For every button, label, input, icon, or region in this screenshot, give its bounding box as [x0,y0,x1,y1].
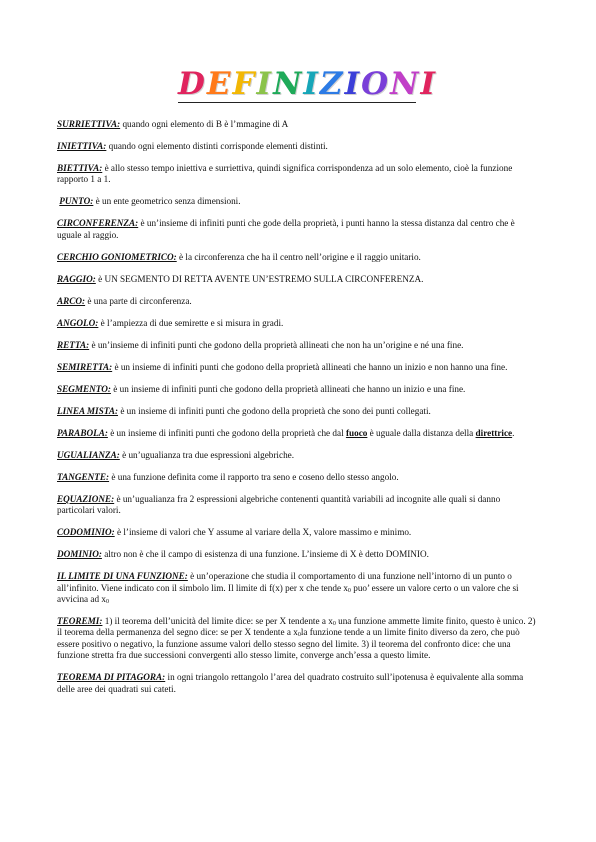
term-label: TANGENTE: [57,471,110,482]
entry-arco [57,296,540,307]
direttrice-term: direttrice [475,427,513,438]
term-label: ARCO: [57,295,86,306]
definition-text: è un’ugualianza fra 2 espressioni algebriche contenenti quantità variabili ad incognite alle quali si danno particolari valori. [57,493,501,516]
term-label: CODOMINIO: [57,527,115,538]
title-letter: N [390,66,421,102]
entry-segmento [57,384,540,395]
entry-surriettiva [57,119,540,130]
title-underline [178,102,416,103]
definition-text: . [512,427,515,438]
entry-linea-mista [57,406,540,417]
definition-text: è un’insieme di infiniti punti che godono della proprietà allineati che non ha un’origine e né una fine. [89,339,464,350]
entry-retta [57,340,540,351]
definition-text: è un insieme di infiniti punti che godono della proprietà che sono dei punti collegati. [118,405,431,416]
definition-text: quando ogni elemento di B è l’mmagine di A [120,119,289,129]
definition-text: è l’insieme di valori che Y assume al variare della X, valore massimo e minimo. [114,527,412,538]
entry-circonferenza [57,218,540,241]
entry-punto [57,196,540,207]
entry-iniettiva [57,141,540,152]
page-title [178,66,437,102]
entry-raggio [57,274,540,285]
subscript: 0 [332,621,336,628]
title-letter: O [361,66,391,102]
term-label: EQUAZIONE: [57,493,115,504]
definition-text: è un insieme di infiniti punti che godono della proprietà che dal [107,427,346,438]
definition-text: è allo stesso tempo iniettiva e surriettiva, quindi significa corrispondenza ad un solo elemento, cioè la funzione rapporto 1 a 1. [57,163,513,185]
definition-text: 1) il teorema dell’unicità del limite dice: se per X tendente a x [102,616,333,627]
title-letter: D [178,66,207,102]
entry-teorema-pitagora [57,672,540,695]
definitions-list [57,119,540,706]
definition-text: altro non è che il campo di esistenza di una funzione. L’insieme di X è detto DOMINIO. [101,549,429,560]
term-label: RAGGIO: [57,273,96,284]
definition-text: è un’ugualianza tra due espressioni algebriche. [119,449,295,460]
term-label: SEMIRETTA: [57,361,113,372]
title-letter: I [303,66,320,102]
term-label: TEOREMA DI PITAGORA: [57,672,166,683]
definition-text: una funzione ammette limite finito, questo è unico. 2) il teorema della permanenza del segno dice: se per X tendente a x [57,616,536,638]
term-label: UGUALIANZA: [57,449,120,460]
definition-text: è uguale dalla distanza della [367,427,476,438]
entry-semiretta [57,362,540,373]
title-letter: Z [319,66,345,102]
title-letter: I [256,66,274,102]
term-label: PARABOLA: [57,427,108,438]
definition-text: in ogni triangolo rettangolo l’area del quadrato costruito sull’ipotenusa è equivalente alla somma delle aree dei quadrati sui cateti. [57,672,524,694]
definition-text: è la circonferenza che ha il centro nell’origine e il raggio unitario. [176,251,421,262]
term-label: ANGOLO: [57,317,99,328]
subscript: 0 [105,599,109,606]
definition-text: è un’insieme di infiniti punti che gode della proprietà, i punti hanno la stessa distanza dal centro che è uguale al raggio. [57,218,515,240]
title-letter: E [206,66,233,102]
term-label: LINEA MISTA: [57,405,119,416]
title-letter: N [273,66,304,102]
definition-text: è una funzione definita come il rapporto tra seno e coseno dello stesso angolo. [109,471,399,482]
entry-angolo [57,318,540,329]
definition-text: è un insieme di infiniti punti che godono della proprietà allineati che hanno un inizio e una fine. [110,383,466,394]
entry-dominio [57,549,540,560]
term-label: CERCHIO GONIOMETRICO: [57,251,177,262]
title-letter: F [232,66,257,102]
definition-text: è un insieme di infiniti punti che godono della proprietà allineati che hanno un inizio e non hanno una fine. [112,361,508,372]
definition-text: è un ente geometrico senza dimensioni. [93,196,241,207]
definition-text: è l’ampiezza di due semirette e si misura in gradi. [98,317,284,328]
term-label: BIETTIVA: [57,163,103,173]
entry-biettiva [57,163,540,186]
definition-text: la funzione tende a un limite finito diverso da zero, che può essere positivo o negativo, la funzione assume valori dello stesso segno del limite. 3) il teorema del confronto dice: che una funzione stretta fra due successioni convergenti allo stesso limite, converge anch’essa a questo limite. [57,627,520,661]
definition-text: è un’operazione che studia il comportamento di una funzione nell’intorno di un punto o all’infinito. Viene indicato con il simbolo lim. Il limite di f(x) per x che tende x [57,571,512,593]
subscript: 0 [347,587,351,594]
title-wordart [178,66,437,102]
fuoco-term: fuoco [345,427,368,438]
definition-text: è UN SEGMENTO DI RETTA AVENTE UN’ESTREMO SULLA CIRCONFERENZA. [95,273,424,284]
entry-tangente [57,472,540,483]
term-label: IL LIMITE DI UNA FUNZIONE: [57,571,188,582]
term-label: DOMINIO: [57,549,102,560]
entry-teoremi [57,616,540,662]
term-label: SEGMENTO: [57,383,111,394]
entry-cerchio-goniometrico [57,252,540,263]
title-letter: I [344,66,362,102]
term-label: SURRIETTIVA: [57,119,121,129]
entry-parabola [57,428,540,439]
entry-ugualianza [57,450,540,461]
subscript: 0 [297,632,301,639]
entry-codominio [57,527,540,538]
definition-text: quando ogni elemento distinti corrisponde elementi distinti. [106,141,328,151]
term-label: CIRCONFERENZA: [57,218,139,229]
term-label: PUNTO: [59,196,94,207]
definition-text: è una parte di circonferenza. [85,295,192,306]
term-label: INIETTIVA: [57,141,107,151]
title-letter: I [420,66,437,102]
entry-limite [57,571,540,605]
term-label: TEOREMI: [57,616,103,627]
definition-text: puo’ essere un valore certo o un valore che si avvicina ad x [57,582,519,605]
term-label: RETTA: [57,339,90,350]
entry-equazione [57,494,540,517]
